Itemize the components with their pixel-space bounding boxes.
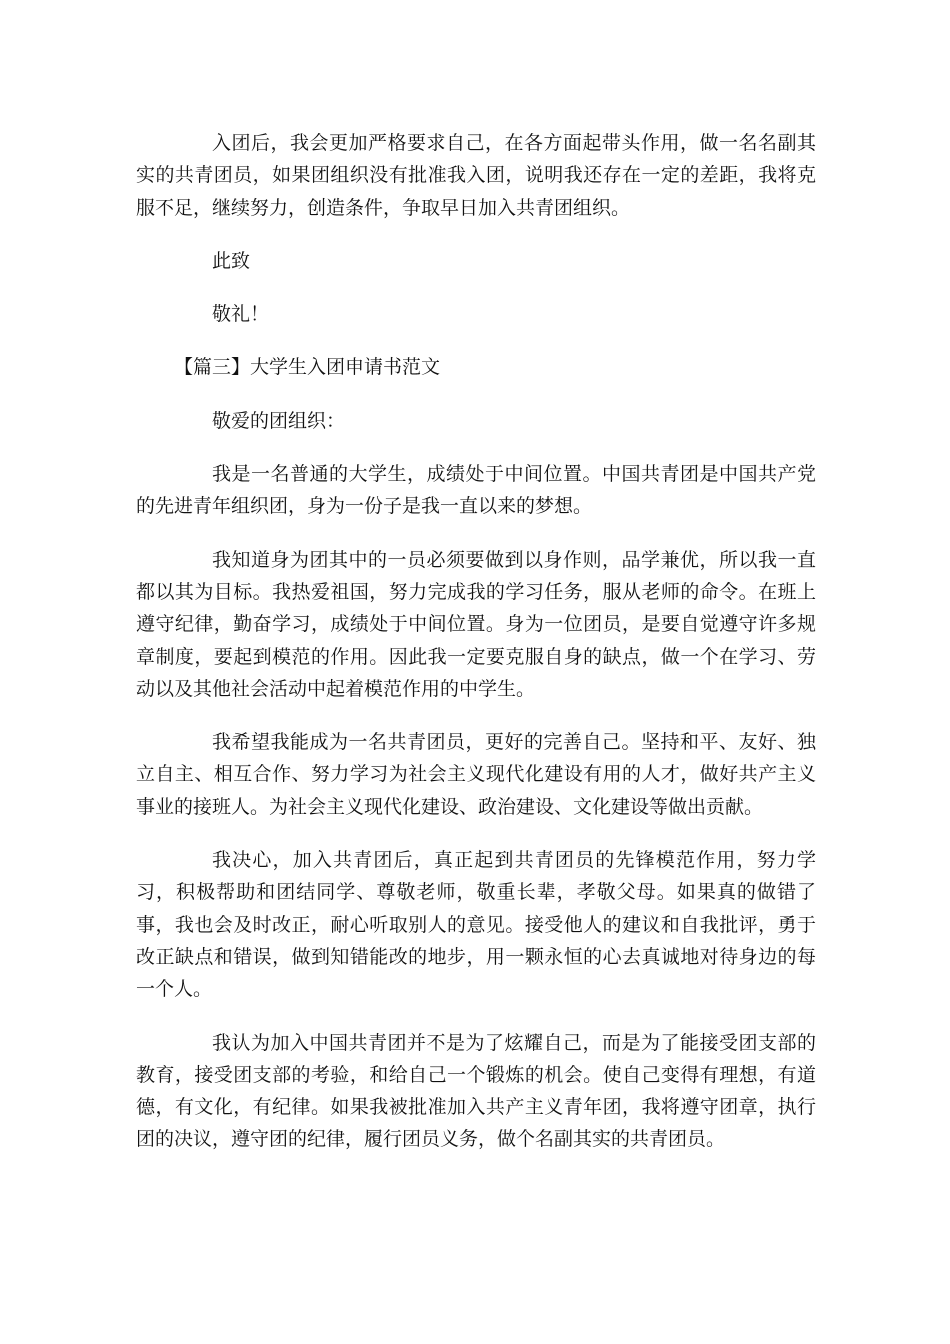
document-body [136,127,816,1156]
closing-line-2: 敬礼！ [212,303,270,326]
paragraph-6: 我认为加入中国共青团并不是为了炫耀自己，而是为了能接受团支部的教育，接受团支部的考验，和给自己一个锻炼的机会。使自己变得有理想，有道德，有文化，有纪律。如果我被批准加入共产主义青年团，我将遵守团章，执行团的决议，遵守团的纪律，履行团员义务，做个名副其实的共青团员。 [136,1031,816,1151]
paragraph-3: 我知道身为团其中的一员必须要做到以身作则，品学兼优，所以我一直都以其为目标。我热爱祖国，努力完成我的学习任务，服从老师的命令。在班上遵守纪律，勤奋学习，成绩处于中间位置。身为一位团员，是要自觉遵守许多规章制度，要起到模范的作用。因此我一定要克服自身的缺点，做一个在学习、劳动以及其他社会活动中起着模范作用的中学生。 [136,548,816,700]
paragraph-gap [136,330,816,351]
paragraph-gap [136,1006,816,1027]
paragraph-2: 我是一名普通的大学生，成绩处于中间位置。中国共青团是中国共产党的先进青年组织团，身为一份子是我一直以来的梦想。 [136,463,816,518]
paragraph-gap [136,277,816,298]
paragraph-5: 我决心，加入共青团后，真正起到共青团员的先锋模范作用，努力学习，积极帮助和团结同学、尊敬老师，敬重长辈，孝敬父母。如果真的做错了事，我也会及时改正，耐心听取别人的意见。接受他人的建议和自我批评，勇于改正缺点和错误，做到知错能改的地步，用一颗永恒的心去真诚地对待身边的每一个人。 [136,849,816,1001]
section-heading: 【篇三】大学生入团申请书范文 [174,356,441,379]
paragraph-gap [136,523,816,544]
closing-line-1: 此致 [212,249,251,272]
paragraph-gap [136,705,816,726]
paragraph-1: 入团后，我会更加严格要求自己，在各方面起带头作用，做一名名副其实的共青团员，如果团组织没有批准我入团，说明我还存在一定的差距，我将克服不足，继续努力，创造条件，争取早日加入共青团组织。 [136,132,816,219]
paragraph-gap [136,437,816,458]
paragraph-gap [136,823,816,844]
paragraph-gap [136,224,816,245]
paragraph-gap [136,384,816,405]
paragraph-4: 我希望我能成为一名共青团员，更好的完善自己。坚持和平、友好、独立自主、相互合作、努力学习为社会主义现代化建设有用的人才，做好共产主义事业的接班人。为社会主义现代化建设、政治建设、文化建设等做出贡献。 [136,731,816,818]
salutation: 敬爱的团组织： [212,409,346,432]
